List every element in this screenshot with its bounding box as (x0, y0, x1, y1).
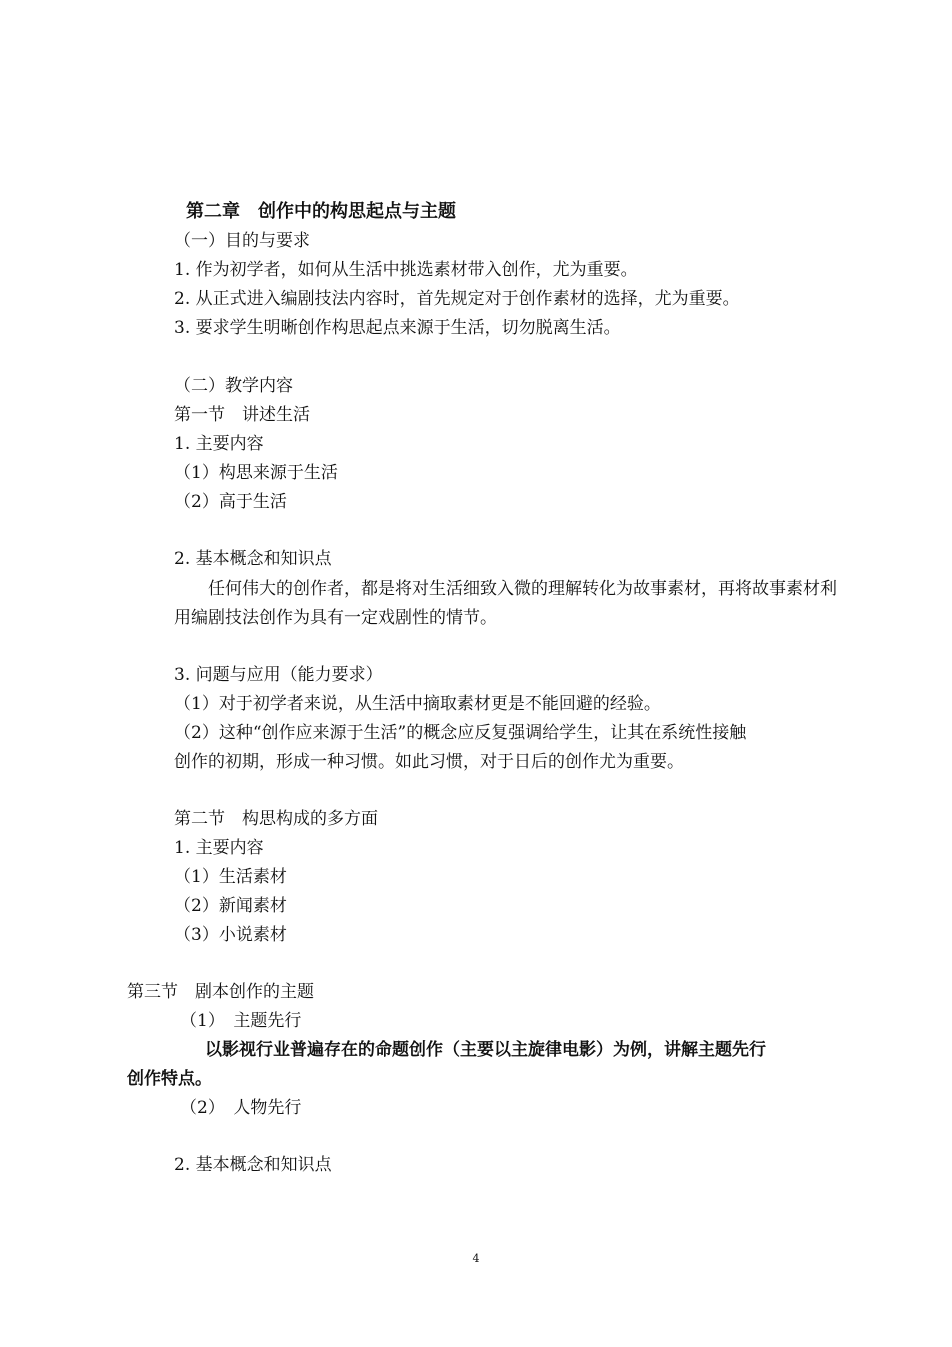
section-2-main-item: （2）新闻素材 (174, 896, 287, 916)
section-2-main-heading: 1. 主要内容 (174, 838, 264, 858)
chapter-title: 第二章 创作中的构思起点与主题 (186, 201, 456, 222)
section-2-main-item: （3）小说素材 (174, 925, 287, 945)
section-3-item: （2） 人物先行 (180, 1098, 302, 1118)
section-1-application-item: （1）对于初学者来说，从生活中摘取素材更是不能回避的经验。 (174, 694, 661, 714)
section-2-title: 第二节 构思构成的多方面 (174, 809, 378, 829)
objectives-heading: （一）目的与要求 (174, 231, 310, 251)
section-1-application-item: （2）这种“创作应来源于生活”的概念应反复强调给学生，让其在系统性接触 (174, 723, 747, 743)
section-1-application-item-cont: 创作的初期，形成一种习惯。如此习惯，对于日后的创作尤为重要。 (174, 752, 684, 772)
page-number: 4 (472, 1252, 480, 1265)
section-3-emphasis: 以影视行业普遍存在的命题创作（主要以主旋律电影）为例，讲解主题先行 (205, 1040, 766, 1060)
section-1-concepts-text: 任何伟大的创作者，都是将对生活细致入微的理解转化为故事素材，再将故事素材利用编剧技法创作为具有一定戏剧性的情节。 (174, 579, 837, 628)
content-heading: （二）教学内容 (174, 376, 293, 396)
section-1-application-heading: 3. 问题与应用（能力要求） (174, 665, 383, 685)
section-2-main-item: （1）生活素材 (174, 867, 287, 887)
section-1-main-heading: 1. 主要内容 (174, 434, 264, 454)
objective-item: 1. 作为初学者，如何从生活中挑选素材带入创作，尤为重要。 (174, 260, 638, 280)
section-3-title: 第三节 剧本创作的主题 (127, 982, 314, 1002)
section-3-item: （1） 主题先行 (180, 1011, 302, 1031)
section-3-emphasis-cont: 创作特点。 (127, 1069, 212, 1089)
section-1-main-item: （2）高于生活 (174, 492, 287, 512)
section-3-concepts-heading: 2. 基本概念和知识点 (174, 1155, 332, 1175)
section-1-title: 第一节 讲述生活 (174, 405, 310, 425)
section-1-concepts-heading: 2. 基本概念和知识点 (174, 549, 332, 569)
section-1-main-item: （1）构思来源于生活 (174, 463, 338, 483)
objective-item: 3. 要求学生明晰创作构思起点来源于生活，切勿脱离生活。 (174, 318, 621, 338)
objective-item: 2. 从正式进入编剧技法内容时，首先规定对于创作素材的选择，尤为重要。 (174, 289, 740, 309)
